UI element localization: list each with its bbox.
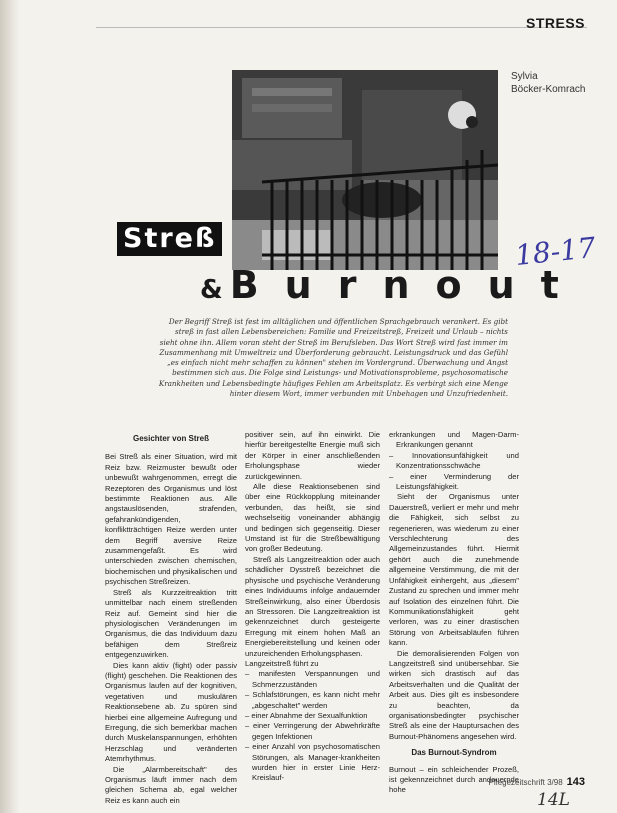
page-number: 143: [566, 776, 585, 788]
title-ampersand: &: [200, 275, 224, 305]
list-item: – manifesten Verspannungen und Schmerzzuständen: [245, 669, 380, 689]
article-photo: [232, 70, 498, 270]
paragraph: Bei Streß als einer Situation, wird mit Reiz bzw. Reizmuster bewußt oder unbewußt wahrgenommen, erregt die Rezeptoren des Organismus und löst bestimmte Reaktionen aus. Alle angstauslösenden, strafenden, gefahrankündigenden, konfliktträchtigen Reize werden unter dem Begriff aversive Reize zusammengefaßt. Es wird unterschieden zwischen chemischen, biochemischen und physikalischen und psychischen Streßreizen.: [105, 452, 237, 587]
paragraph: Burnout – ein schleichender Prozeß, ist gekennzeichnet durch andauernde hohe: [389, 764, 519, 795]
column-2: [245, 430, 380, 784]
list-intro: Langzeitstreß führt zu: [245, 658, 319, 668]
page-footer: [488, 776, 585, 788]
paragraph: Die „Alarmbereitschaft" des Organismus läuft immer nach dem gleichen Schema ab, egal welcher Reiz es kann auch ein: [105, 764, 237, 805]
paragraph: Alle diese Reaktionsebenen sind über eine Rückkopplung miteinander verbunden, das heißt, sie sind wechselseitig voneinander abhängig und bedingen sich gegenseitig. Dieser Umstand ist für die Streßbewältigung von großer Bedeutung.: [245, 482, 380, 554]
author-byline: [511, 70, 585, 96]
paragraph: positiver sein, auf ihn einwirkt. Die hierfür bereitgestellte Energie muß sich der Körper in einer anschließenden Erholungsphase wieder zurückgewinnen.: [245, 430, 380, 481]
paragraph: Streß als Kurzzeitreaktion tritt unmittelbar nach einem streßenden Reiz auf. Gemeint sind hier die physiologischen Veränderungen im Organismus, die das Individuum dazu befähigen dem Streßreiz entgegenzuwirken.: [105, 587, 237, 660]
intro-paragraph: Der Begriff Streß ist fest im alltäglichen und öffentlichen Sprachgebrauch verankert. Es gibt streß in fast allen Lebensbereichen: Familie und Freizeitstreß, Freizeit und Urlaub – nichts sieht ohne ihn. Allem voran steht der Streß im Berufsleben. Das Wort Streß wird fast immer im Zusammenhang mit Umweltreiz und Überforderung gebraucht. Leistungsdruck und das Gefühl „es einfach nicht mehr schaffen zu können" stehen im Vordergrund. Überwachung und Angst bestimmen sich aus. Die Folge sind Leistungs- und Motivationsprobleme, psychosomatische Krankheiten und Lebensbedingte häufiges Fehlen am Arbeitsplatz. Es verbirgt sich eine Menge hinter diesem Wort, immer verbunden mit Unbehagen und Unzufriedenheit.: [158, 317, 508, 399]
list-item: – einer Abnahme der Sexualfunktion: [245, 710, 368, 720]
heading-gesichter: Gesichter von Streß: [132, 434, 210, 443]
paragraph: Dies kann aktiv (fight) oder passiv (flight) geschehen. Die Reaktionen des Organismus laufen auf der kognitiven, vegetativen und muskulären Reaktionsebene ab. Zu spüren sind hierbei eine allgemeine Aufregung und Erregung, die sich bemerkbar machen durch Muskelanspannungen, erhöhten Herzschlag und veränderten Atemrhythmus.: [105, 660, 237, 764]
list-item: – einer Verminderung der Leistungsfähigkeit.: [389, 471, 519, 492]
title-stress: Streß: [117, 222, 222, 256]
page-binding-shadow: [0, 0, 20, 813]
paragraph: Die demoralisierenden Folgen von Langzeitstreß sind unübersehbar. Sie wirken sich drastisch auf das Arbeitsverhalten und die Qualität der Arbeit aus. Dies gilt es insbesondere zu beachten, da organisationsbedingter psychischer Streß als eine der Hauptursachen des Burnout-Phänomens angesehen wird.: [389, 648, 519, 741]
journal-name: Pflegezeitschrift 3/98: [488, 778, 563, 787]
list-item: – einer Verringerung der Abwehrkräfte gegen Infektionen: [245, 721, 380, 741]
list-item: erkrankungen und Magen-Darm-Erkrankungen genannt: [389, 430, 519, 450]
column-3: [389, 430, 519, 796]
heading-burnout-syndrom: Das Burnout-Syndrom: [411, 748, 497, 758]
column-1: [105, 434, 237, 806]
handwritten-stamp: 14L: [537, 790, 570, 810]
title-burnout-word: Burnout: [229, 263, 585, 307]
effects-list-continued: [389, 430, 519, 492]
header-rule: [96, 27, 587, 28]
paragraph: Streß als Langzeitreaktion oder auch schädlicher Dysstreß bezeichnet die physische und psychische Veränderung eines Individuums infolge andauernder Streßeinwirkung, also einer Überdosis an Stressoren. Die Langzeitreaktion ist gekennzeichnet durch gesteigerte Erregung mit einem hohen Maß an Energiebereitstellung und keinen oder unzureichenden Erholungsphasen.: [245, 554, 380, 658]
photo-illustration: [232, 70, 498, 270]
list-item: – Innovationsunfähigkeit und Konzentrationsschwäche: [389, 450, 519, 471]
list-item: – Schlafstörungen, es kann nicht mehr „abgeschaltet" werden: [245, 690, 380, 710]
author-first-name: Sylvia: [511, 71, 538, 82]
author-last-name: Böcker-Komrach: [511, 84, 586, 95]
effects-list: [245, 669, 380, 783]
handwritten-note: 18-17: [513, 230, 598, 273]
paragraph: Sieht der Organismus unter Dauerstreß, verliert er mehr und mehr die Fähigkeit, sich selbst zu regenerieren, was wiederum zu einer Verschlechterung des Allgemeinzustandes führt. Hiermit gehört auch die zunehmende allgemeine Verstimmung, die mit der Unfähigkeit einhergeht, aus „diesem" Zustand zu sprechen und immer mehr auf Isolation des einzelnen führt. Die Kommunikationsfähigkeit geht verloren, was zu einer drastischen Störung von Arbeitsabläufen führen kann.: [389, 492, 519, 648]
list-item: – einer Anzahl von psychosomatischen Störungen, als Manager-krankheiten wurden hier in erster Linie Herz-Kreislauf-: [245, 742, 380, 783]
section-label: STRESS: [525, 15, 585, 31]
